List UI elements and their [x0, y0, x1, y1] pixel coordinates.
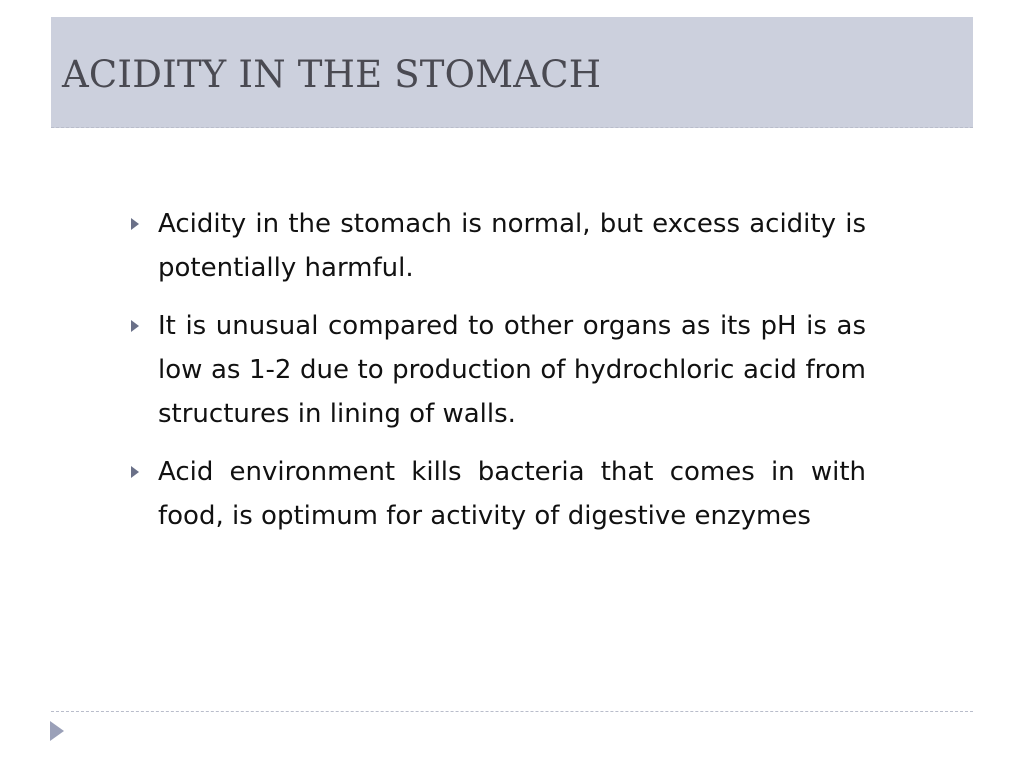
title-bar — [51, 17, 973, 128]
bullet-list — [128, 202, 866, 538]
footer-divider — [51, 711, 973, 712]
bullet-text: It is unusual compared to other organs as its pH is as low as 1-2 due to production of hydrochloric acid from structures in lining of walls. — [158, 311, 866, 429]
next-slide-arrow-icon[interactable] — [50, 721, 64, 741]
triangle-bullet-icon — [131, 466, 139, 478]
bullet-item — [128, 304, 866, 436]
slide-title: ACIDITY IN THE STOMACH — [62, 53, 602, 96]
triangle-bullet-icon — [131, 218, 139, 230]
bullet-text: Acidity in the stomach is normal, but excess acidity is potentially harmful. — [158, 209, 866, 283]
triangle-bullet-icon — [131, 320, 139, 332]
bullet-item — [128, 202, 866, 290]
bullet-item — [128, 450, 866, 538]
bullet-text: Acid environment kills bacteria that comes in with food, is optimum for activity of digestive enzymes — [158, 457, 866, 531]
slide-content — [128, 202, 866, 552]
